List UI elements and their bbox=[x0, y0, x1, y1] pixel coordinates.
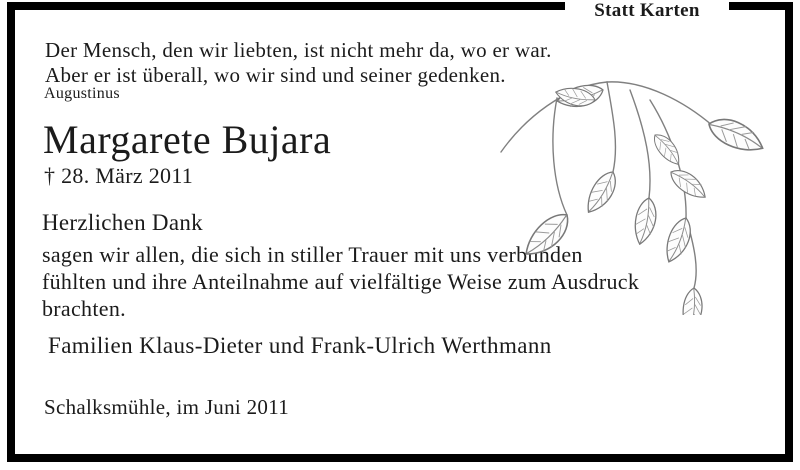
family-names-line: Familien Klaus-Dieter und Frank-Ulrich Werthmann bbox=[48, 333, 552, 358]
place-and-date: Schalksmühle, im Juni 2011 bbox=[44, 395, 290, 419]
thanks-line-2: fühlten und ihre Anteilnahme auf vielfältige Weise zum Ausdruck bbox=[42, 269, 640, 294]
thanks-heading: Herzlichen Dank bbox=[42, 210, 203, 235]
memorial-quote bbox=[45, 38, 552, 88]
leaf-branch-sketch bbox=[495, 60, 780, 315]
thanks-line-3: brachten. bbox=[42, 296, 126, 321]
quote-line-2: Aber er ist überall, wo wir sind und seiner gedenken. bbox=[45, 63, 506, 87]
statt-karten-label: Statt Karten bbox=[565, 0, 729, 24]
quote-attribution: Augustinus bbox=[44, 85, 120, 102]
deceased-name: Margarete Bujara bbox=[43, 117, 332, 162]
quote-line-1: Der Mensch, den wir liebten, ist nicht mehr da, wo er war. bbox=[45, 38, 552, 62]
thanks-line-1: sagen wir allen, die sich in stiller Trauer mit uns verbunden bbox=[42, 242, 583, 267]
death-date: † 28. März 2011 bbox=[44, 163, 194, 188]
